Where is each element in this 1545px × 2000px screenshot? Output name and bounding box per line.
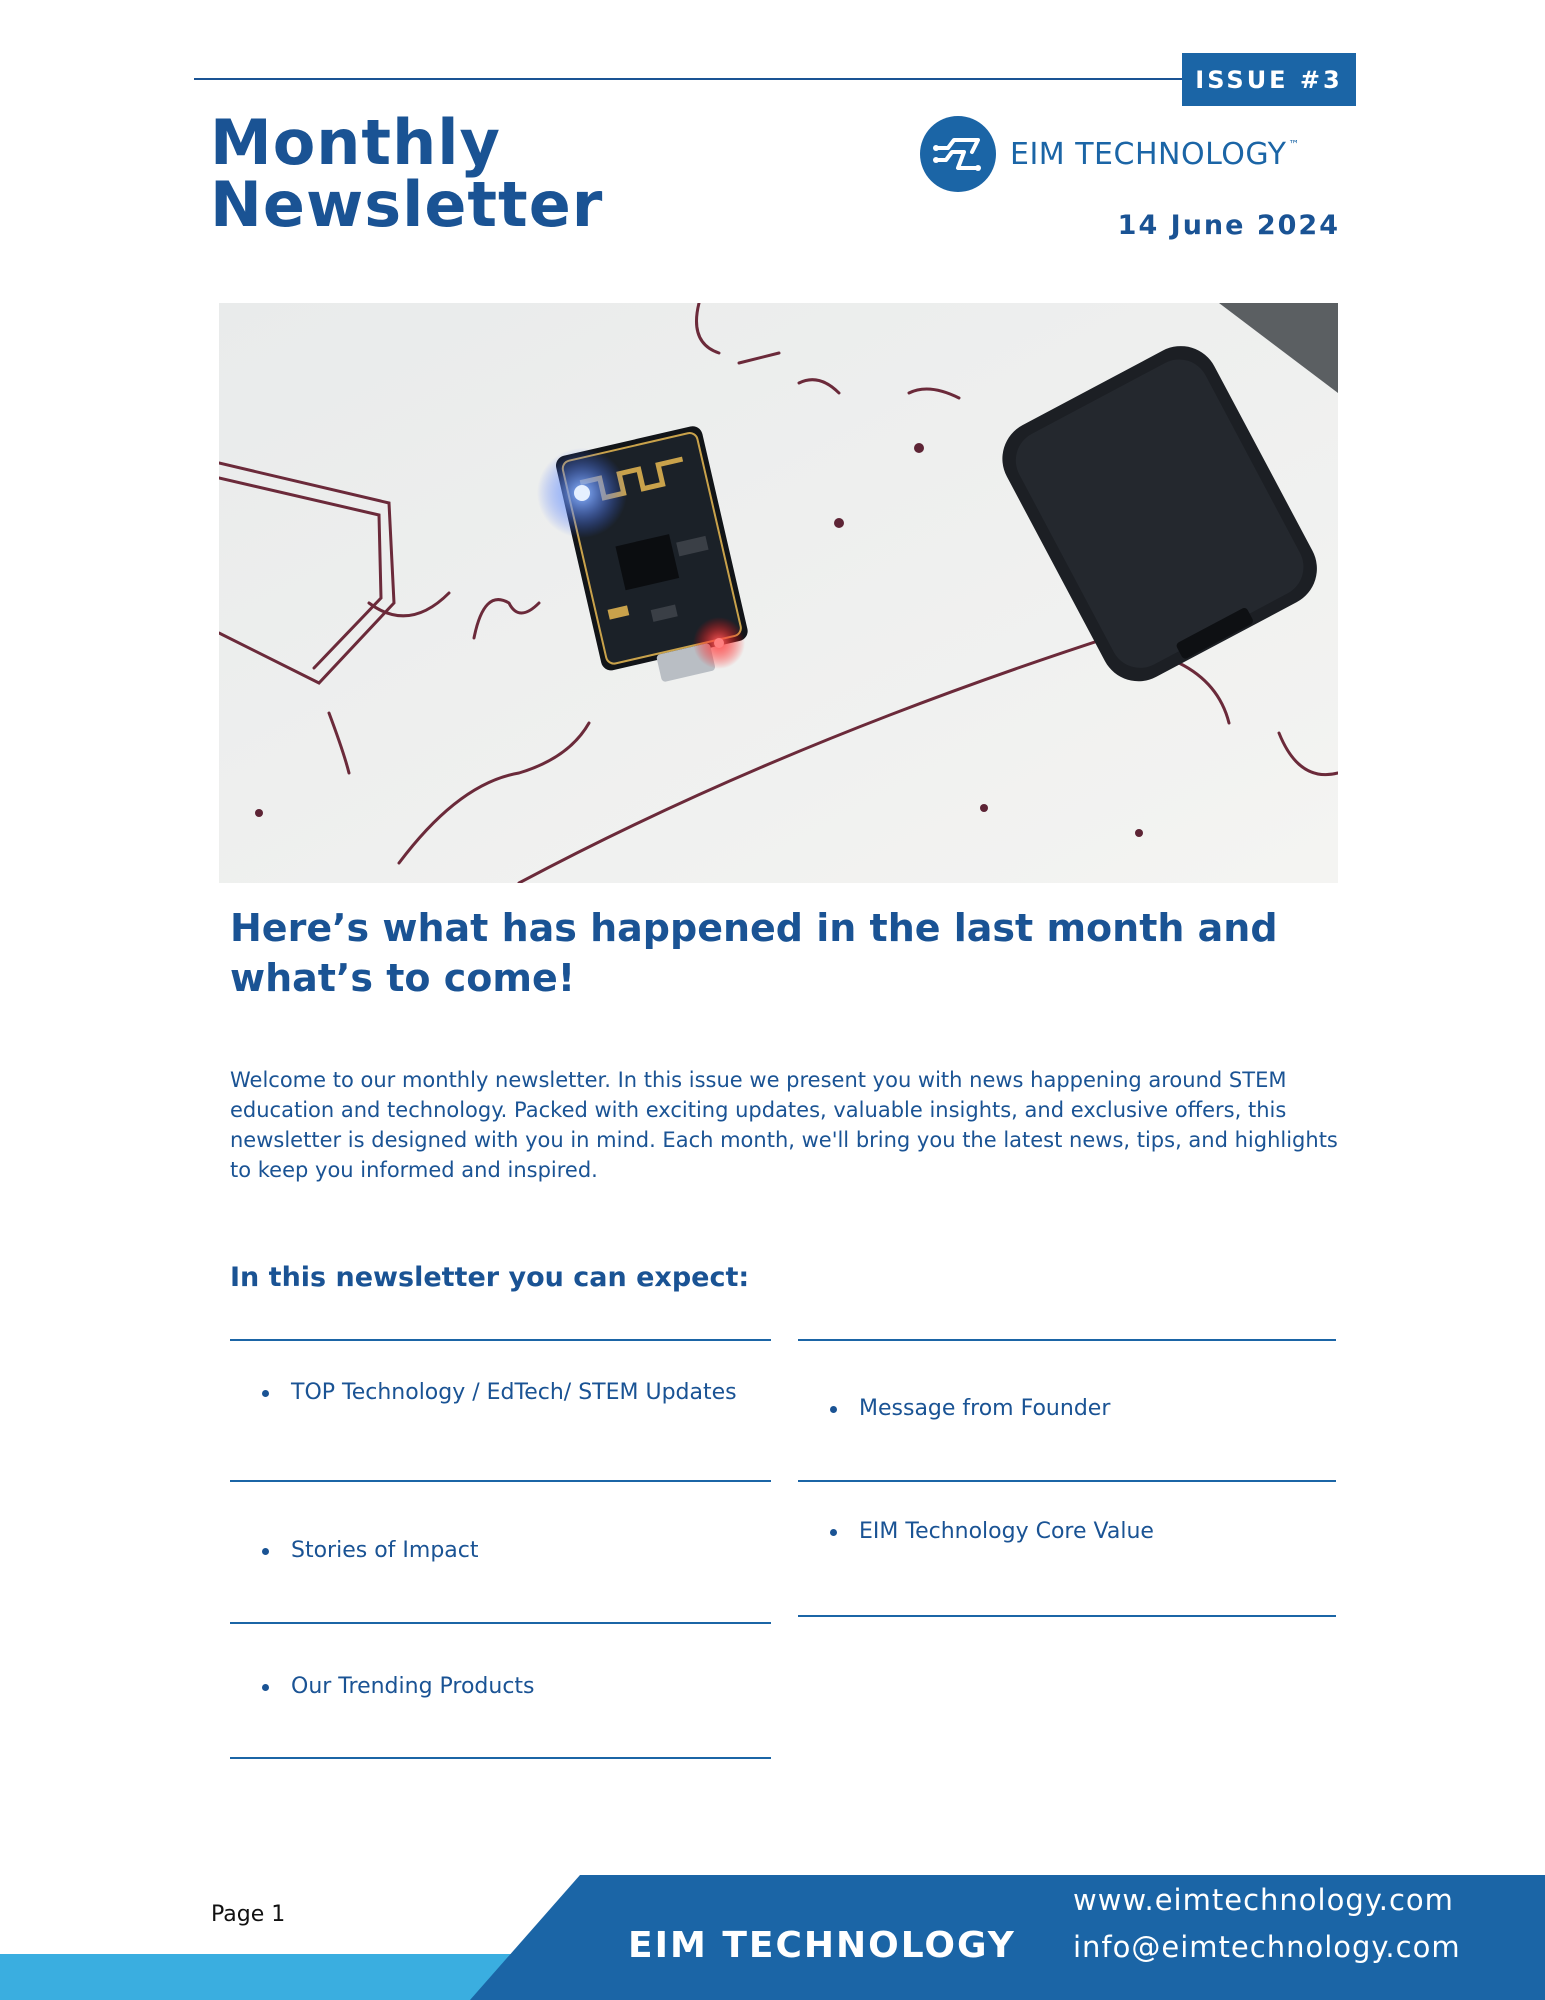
footer-brand: EIM TECHNOLOGY [628, 1925, 1016, 1966]
divider [230, 1339, 771, 1341]
title-line-2: Newsletter [210, 168, 604, 241]
logo-wordmark: EIM TECHNOLOGY [1010, 136, 1287, 172]
expect-heading: In this newsletter you can expect: [230, 1262, 750, 1293]
list-item-label: Stories of Impact [291, 1538, 479, 1563]
list-item [830, 1517, 1310, 1547]
circuit-chip-logo-icon [920, 116, 996, 192]
list-item-label: TOP Technology / EdTech/ STEM Updates [291, 1380, 737, 1405]
issue-date: 14 June 2024 [1117, 210, 1340, 241]
issue-badge: ISSUE #3 [1182, 53, 1356, 106]
divider [798, 1615, 1336, 1617]
trademark-symbol: ™ [1288, 137, 1300, 151]
bullet-icon [262, 1684, 269, 1691]
list-item-label: Message from Founder [859, 1396, 1111, 1421]
list-item-label: Our Trending Products [291, 1674, 535, 1699]
divider [230, 1480, 771, 1482]
title-line-1: Monthly [210, 106, 501, 179]
bullet-icon [830, 1529, 837, 1536]
list-item [830, 1394, 1310, 1424]
divider [230, 1622, 771, 1624]
footer-email-link[interactable]: info@eimtechnology.com [1073, 1930, 1461, 1964]
bullet-icon [262, 1548, 269, 1555]
header-rule [194, 78, 1184, 80]
hero-image [219, 303, 1338, 883]
intro-paragraph: Welcome to our monthly newsletter. In this issue we present you with news happening around STEM education and technology. Packed with exciting updates, valuable insights, and exclusive offers, this newsletter is designed with you in mind. Each month, we'll bring you the latest news, tips, and highlights to keep you informed and inspired. [230, 1068, 1338, 1182]
footer-website-link[interactable]: www.eimtechnology.com [1073, 1883, 1454, 1917]
list-item [262, 1536, 742, 1566]
divider [798, 1339, 1336, 1341]
list-item-label: EIM Technology Core Value [859, 1519, 1154, 1544]
list-item [262, 1378, 742, 1408]
page-number: Page 1 [211, 1902, 286, 1927]
bullet-icon [830, 1406, 837, 1413]
section-headline: Here’s what has happened in the last month and what’s to come! [230, 906, 1278, 1000]
bullet-icon [262, 1390, 269, 1397]
page-title [210, 106, 604, 241]
footer-accent-band [0, 1954, 520, 2000]
logo-text [1010, 137, 1300, 172]
company-logo [920, 116, 1300, 192]
list-item [262, 1672, 742, 1702]
divider [230, 1757, 771, 1759]
divider [798, 1480, 1336, 1482]
